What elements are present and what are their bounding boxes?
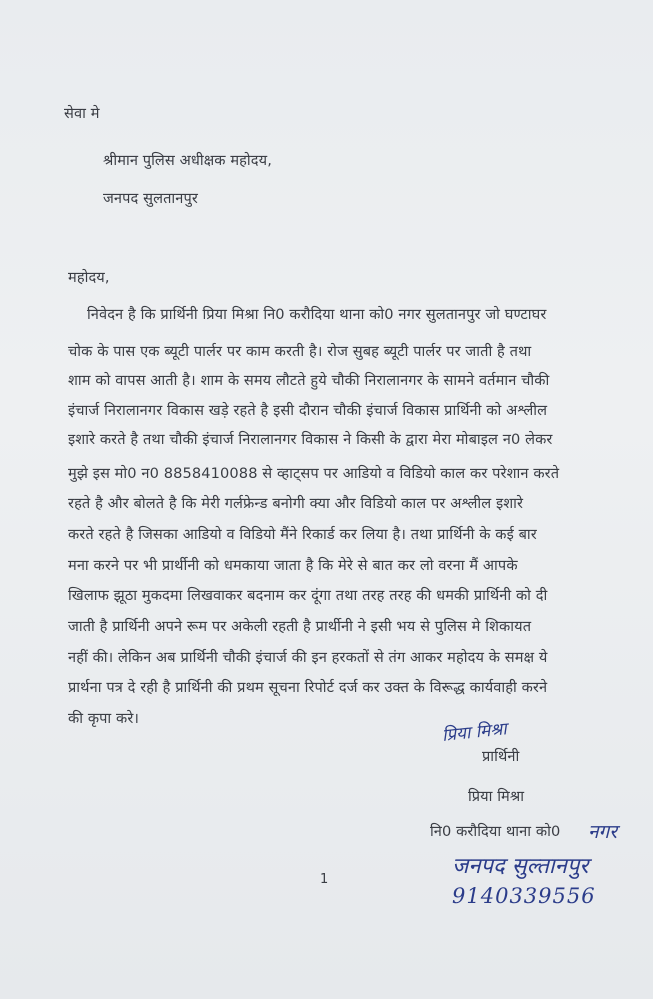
page-number: 1 (320, 872, 329, 887)
body-line: करते रहते है जिसका आडियो व विडियो मैंने रिकार्ड कर लिया है। तथा प्रार्थिनी के कई बार (68, 526, 537, 543)
body-line: इंचार्ज निरालानगर विकास खड़े रहते है इसी दौरान चौकी इंचार्ज विकास प्रार्थिनी को अश्लील (68, 402, 548, 419)
body-line: मना करने पर भी प्रार्थीनी को धमकाया जाता है कि मेरे से बात कर लो वरना मैं आपके (68, 557, 518, 574)
body-line: प्रार्थना पत्र दे रही है प्रार्थिनी की प्रथम सूचना रिपोर्ट दर्ज कर उक्त के विरूद्ध कार्यवाही करने (68, 679, 548, 696)
recipient-line-1: श्रीमान पुलिस अधीक्षक महोदय, (103, 152, 272, 169)
body-line: निवेदन है कि प्रार्थिनी प्रिया मिश्रा नि0 करौदिया थाना को0 नगर सुलतानपुर जो घण्टाघर (87, 306, 547, 323)
body-line: इशारे करते है तथा चौकी इंचार्ज निरालानगर विकास ने किसी के द्वारा मेरा मोबाइल न0 लेकर (68, 431, 553, 448)
handwritten-district: जनपद सुल्तानपुर (452, 854, 589, 879)
sender-address: नि0 करौदिया थाना को0 (430, 823, 561, 840)
body-line: शाम को वापस आती है। शाम के समय लौटते हुये चौकी निरालानगर के सामने वर्तमान चौकी (68, 372, 550, 389)
body-line: चोक के पास एक ब्यूटी पार्लर पर काम करती है। रोज सुबह ब्यूटी पार्लर पर जाती है तथा (68, 343, 532, 360)
handwritten-phone: 9140339556 (452, 884, 596, 908)
body-line: मुझे इस मो0 न0 8858410088 से व्हाट्सप पर आडियो व विडियो काल कर परेशान करते (68, 465, 560, 482)
sender-label: प्रार्थिनी (482, 748, 520, 765)
body-line: खिलाफ झूठा मुकदमा लिखवाकर बदनाम कर दूंगा तथा तरह तरह की धमकी प्रार्थिनी को दी (68, 587, 548, 604)
greeting: महोदय, (68, 269, 110, 286)
sender-name: प्रिया मिश्रा (468, 788, 525, 805)
body-line: जाती है प्रार्थिनी अपने रूम पर अकेली रहती है प्रार्थीनी ने इसी भय से पुलिस मे शिकायत (68, 618, 532, 635)
body-line: की कृपा करे। (68, 710, 140, 727)
body-line: रहते है और बोलते है कि मेरी गर्लफ्रेन्ड बनोगी क्या और विडियो काल पर अश्लील इशारे (68, 495, 524, 512)
handwritten-signature: प्रिया मिश्रा (441, 719, 508, 746)
salutation: सेवा मे (64, 105, 100, 122)
handwritten-address: नगर (588, 821, 618, 843)
recipient-line-2: जनपद सुलतानपुर (103, 190, 198, 207)
body-line: नहीं की। लेकिन अब प्रार्थिनी चौकी इंचार्ज की इन हरकतों से तंग आकर महोदय के समक्ष ये (68, 649, 548, 666)
